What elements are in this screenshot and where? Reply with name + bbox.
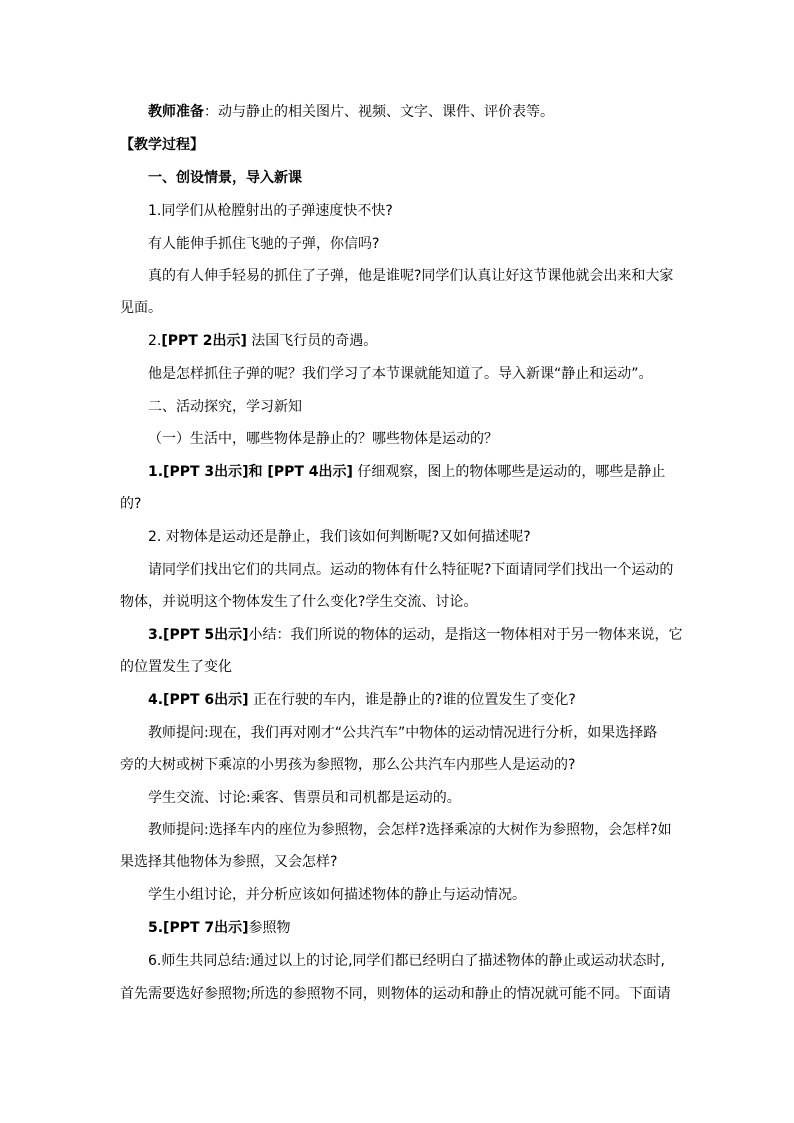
paragraph-15-ppt-ref: 5.[PPT 7出示] [148,920,249,936]
paragraph-10 [148,690,576,710]
paragraph-16-line-2: 首先需要选好参照物;所选的参照物不同，则物体的运动和静止的情况就可能不同。下面请 [120,986,671,1002]
paragraph-7: 2. 对物体是运动还是静止，我们该如何判断呢?又如何描述呢? [148,529,531,545]
paragraph-15-text: 参照物 [248,920,291,936]
subsection-1-title: （一）生活中，哪些物体是静止的？哪些物体是运动的？ [148,431,498,447]
teaching-process-heading: 【教学过程】 [120,137,204,153]
paragraph-3-line-1: 真的有人伸手轻易的抓住了子弹，他是谁呢?同学们认真让好这节课他就会出来和大家 [148,268,674,284]
paragraph-9-ppt-ref: 3.[PPT 5出示] [148,627,249,643]
paragraph-8-line-2: 物体，并说明这个物体发生了什么变化?学生交流、讨论。 [120,594,478,610]
paragraph-9-line-1 [148,625,683,645]
paragraph-15 [148,918,291,938]
paragraph-13-line-2: 果选择其他物体为参照，又会怎样? [120,854,338,870]
paragraph-8-line-1: 请同学们找出它们的共同点。运动的物体有什么特征呢?下面请同学们找出一个运动的 [148,562,674,578]
paragraph-4-text: 法国飞行员的奇遇。 [246,333,378,349]
paragraph-11-line-2: 旁的大树或树下乘凉的小男孩为参照物，那么公共汽车内那些人是运动的? [120,757,576,773]
paragraph-4 [148,331,377,351]
teacher-prep-line [148,102,554,122]
paragraph-16-line-1: 6.师生共同总结:通过以上的讨论,同学们都已经明白了描述物体的静止或运动状态时, [148,953,665,969]
paragraph-9-line-2: 的位置发生了变化 [120,659,232,675]
section-1-title: 一、创设情景，导入新课 [148,170,302,186]
paragraph-10-text: 正在行驶的车内，谁是静止的?谁的位置发生了变化? [248,692,576,708]
paragraph-13-line-1: 教师提问:选择车内的座位为参照物，会怎样?选择乘凉的大树作为参照物，会怎样?如 [148,822,672,838]
paragraph-6-line-1 [148,462,665,482]
paragraph-3-line-2: 见面。 [120,300,162,316]
paragraph-9-text: 小结：我们所说的物体的运动，是指这一物体相对于另一物体来说，它 [248,627,683,643]
paragraph-4-number: 2. [148,333,162,349]
paragraph-11-line-1: 教师提问:现在，我们再对刚才“公共汽车”中物体的运动情况进行分析，如果选择路 [148,725,658,741]
paragraph-10-ppt-ref: 4.[PPT 6出示] [148,692,249,708]
paragraph-4-ppt-ref: [PPT 2出示] [161,333,247,349]
teacher-prep-text: ：动与静止的相关图片、视频、文字、课件、评价表等。 [204,104,554,120]
paragraph-6-ppt-ref: 1.[PPT 3出示]和 [PPT 4出示] [148,464,353,480]
paragraph-12: 学生交流、讨论:乘客、售票员和司机都是运动的。 [148,790,461,806]
paragraph-6-line-2: 的? [120,496,142,512]
paragraph-14: 学生小组讨论，并分析应该如何描述物体的静止与运动情况。 [148,887,526,903]
paragraph-5: 他是怎样抓住子弹的呢？我们学习了本节课就能知道了。导入新课“静止和运动”。 [148,366,653,382]
teacher-prep-label: 教师准备 [148,104,204,120]
paragraph-1: 1.同学们从枪膛射出的子弹速度快不快? [148,203,393,219]
section-2-title: 二、活动探究，学习新知 [148,399,302,415]
paragraph-6-text: 仔细观察，图上的物体哪些是运动的，哪些是静止 [352,464,666,480]
paragraph-2: 有人能伸手抓住飞驰的子弹，你信吗? [148,236,380,252]
